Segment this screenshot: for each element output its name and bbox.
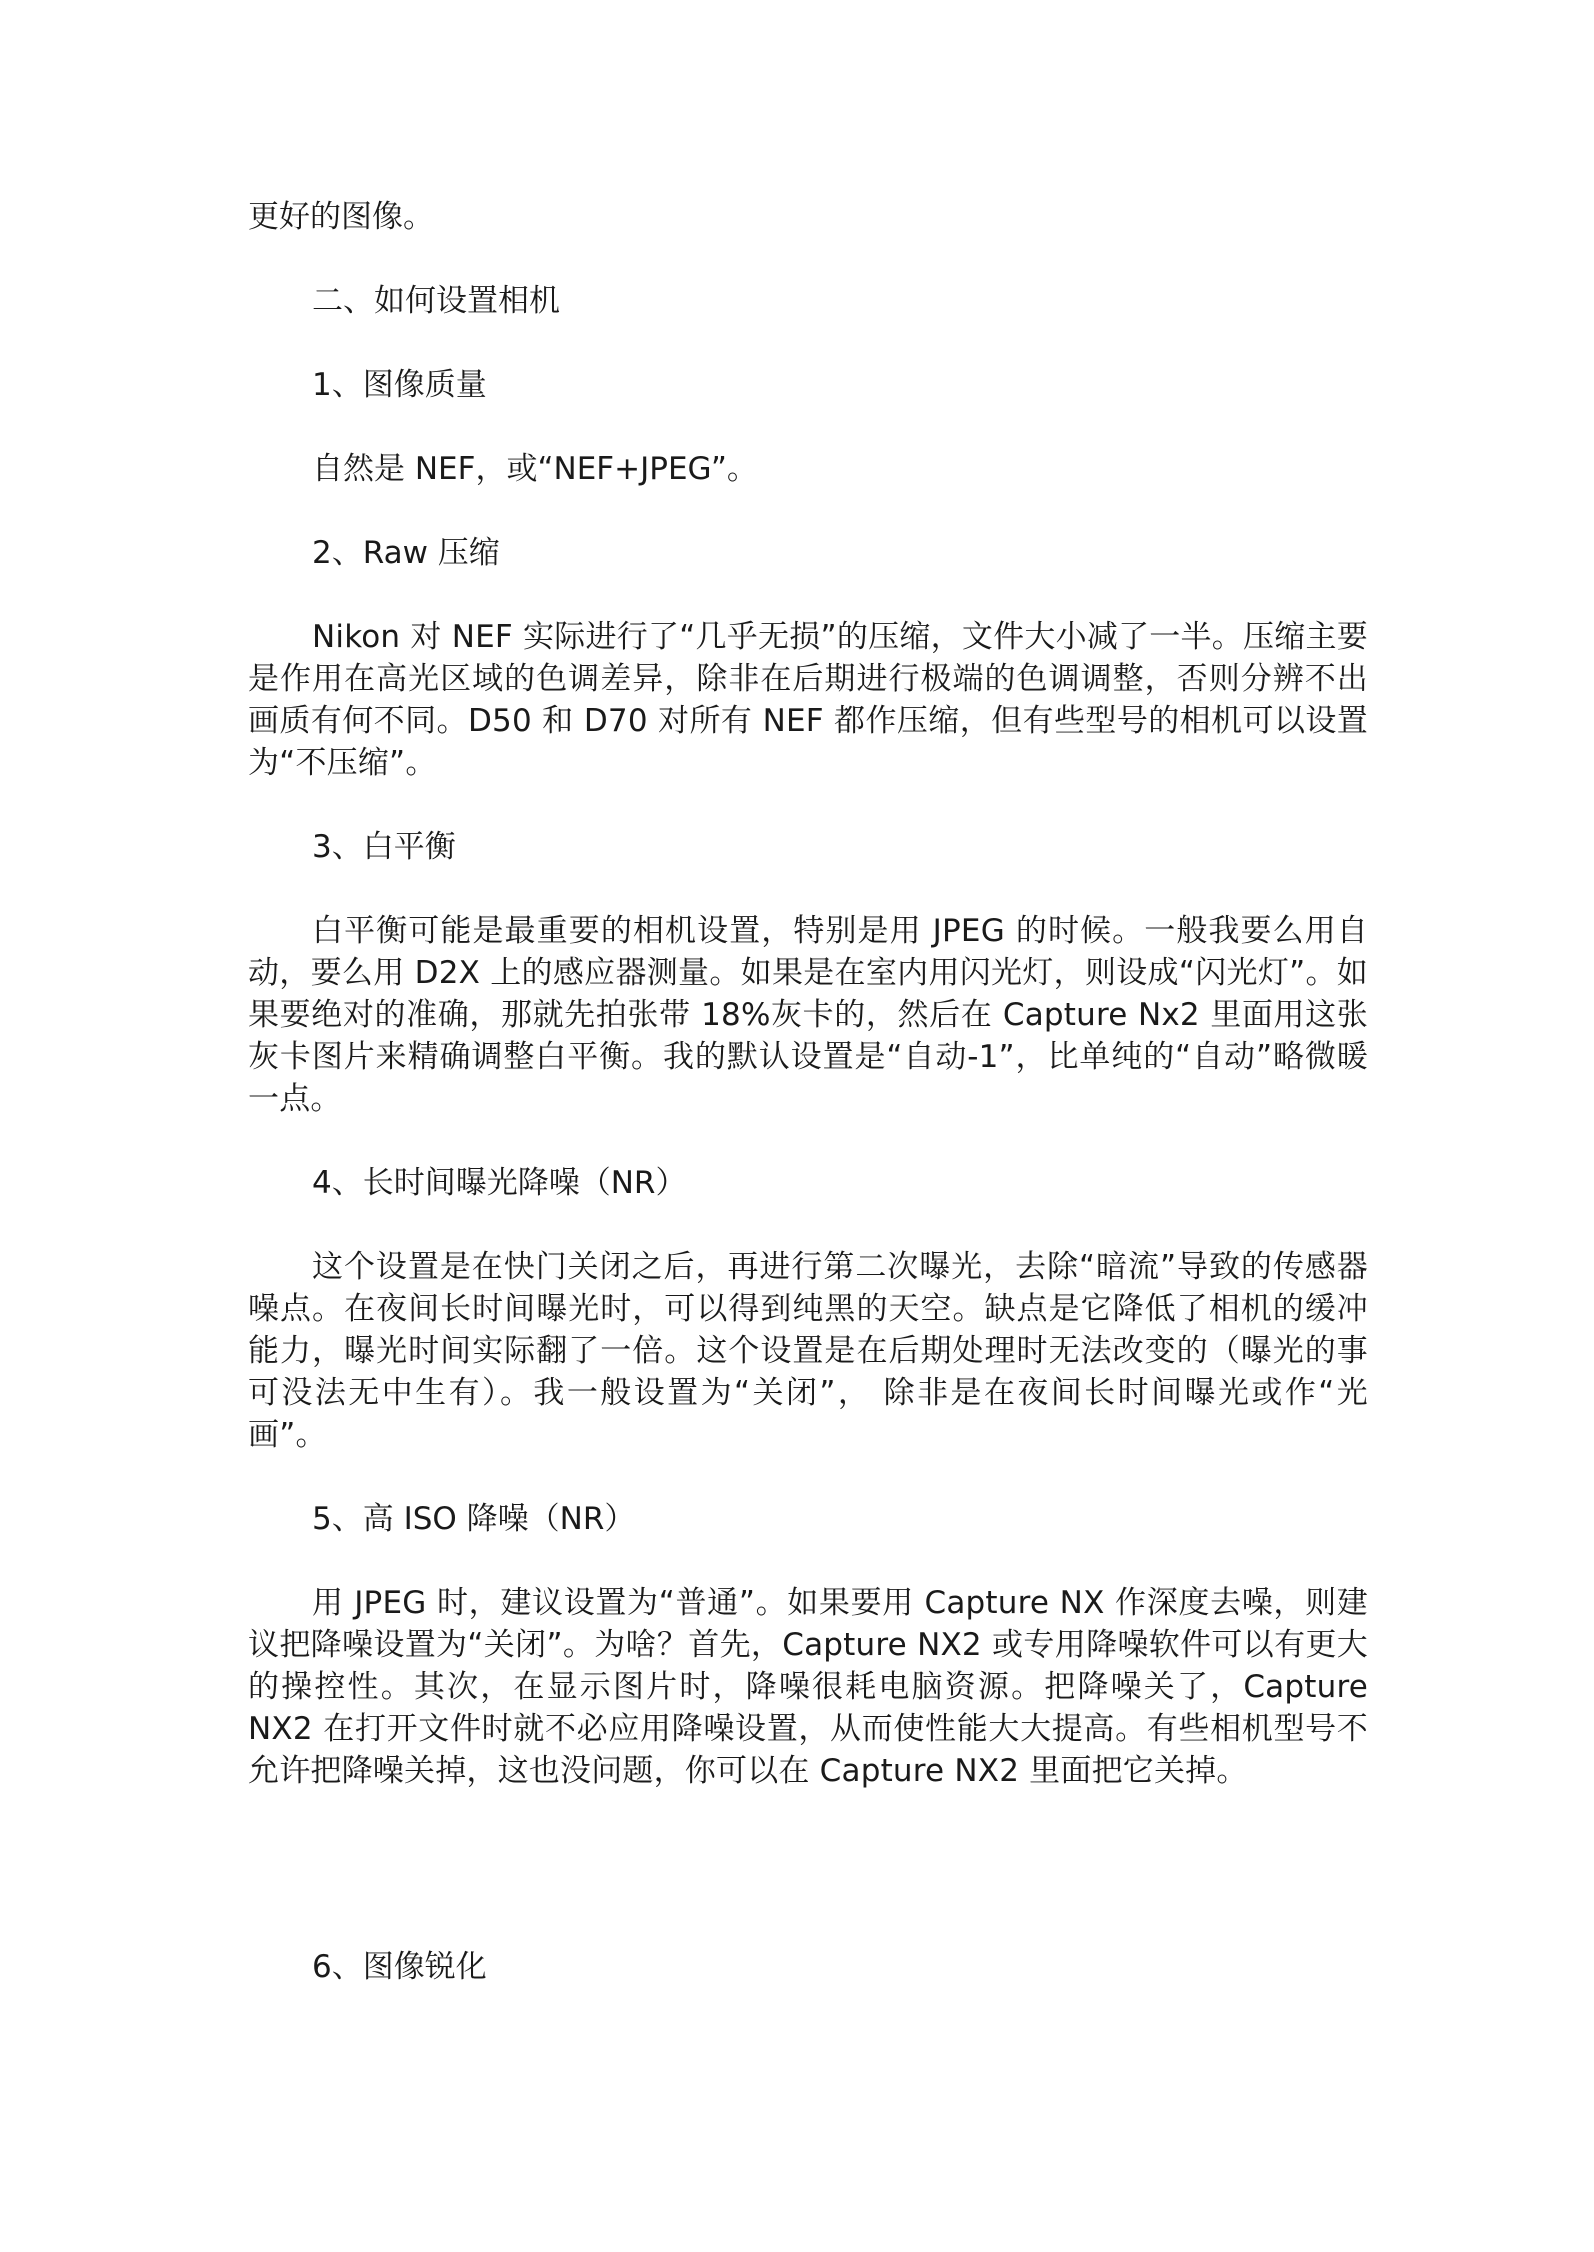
item5-heading: 5、高 ISO 降噪（NR） bbox=[312, 1501, 636, 1537]
section-heading: 二、如何设置相机 bbox=[312, 283, 560, 319]
item6-heading: 6、图像锐化 bbox=[312, 1949, 487, 1985]
item3-body: 白平衡可能是最重要的相机设置，特别是用 JPEG 的时候。一般我要么用自动，要么用 D2X 上的感应器测量。如果是在室内用闪光灯，则设成“闪光灯”。如果要绝对的准确，那就先拍张带 18%灰卡的，然后在 Capture Nx2 里面用这张灰卡图片来精确调整白平衡。我的默认设置是“自动-1”，比单纯的“自动”略微暖一点。 bbox=[248, 913, 1368, 1117]
item1-body: 自然是 NEF，或“NEF+JPEG”。 bbox=[312, 451, 758, 487]
item5-body: 用 JPEG 时，建议设置为“普通”。如果要用 Capture NX 作深度去噪，则建议把降噪设置为“关闭”。为啥？首先，Capture NX2 或专用降噪软件可以有更大的操控性。其次，在显示图片时，降噪很耗电脑资源。把降噪关了，Capture NX2 在打开文件时就不必应用降噪设置，从而使性能大大提高。有些相机型号不允许把降噪关掉，这也没问题，你可以在 Capture NX2 里面把它关掉。 bbox=[248, 1585, 1368, 1789]
item3-heading: 3、白平衡 bbox=[312, 829, 456, 865]
continuation-text: 更好的图像。 bbox=[248, 199, 434, 235]
item4-heading: 4、长时间曝光降噪（NR） bbox=[312, 1165, 687, 1201]
item2-heading: 2、Raw 压缩 bbox=[312, 535, 500, 571]
item4-body: 这个设置是在快门关闭之后，再进行第二次曝光，去除“暗流”导致的传感器噪点。在夜间长时间曝光时，可以得到纯黑的天空。缺点是它降低了相机的缓冲能力，曝光时间实际翻了一倍。这个设置是在后期处理时无法改变的（曝光的事可没法无中生有）。我一般设置为“关闭”， 除非是在夜间长时间曝光或作“光画”。 bbox=[248, 1249, 1368, 1453]
item2-body: Nikon 对 NEF 实际进行了“几乎无损”的压缩，文件大小减了一半。压缩主要是作用在高光区域的色调差异，除非在后期进行极端的色调调整，否则分辨不出画质有何不同。D50 和 D70 对所有 NEF 都作压缩，但有些型号的相机可以设置为“不压缩”。 bbox=[248, 619, 1368, 781]
item1-heading: 1、图像质量 bbox=[312, 367, 487, 403]
